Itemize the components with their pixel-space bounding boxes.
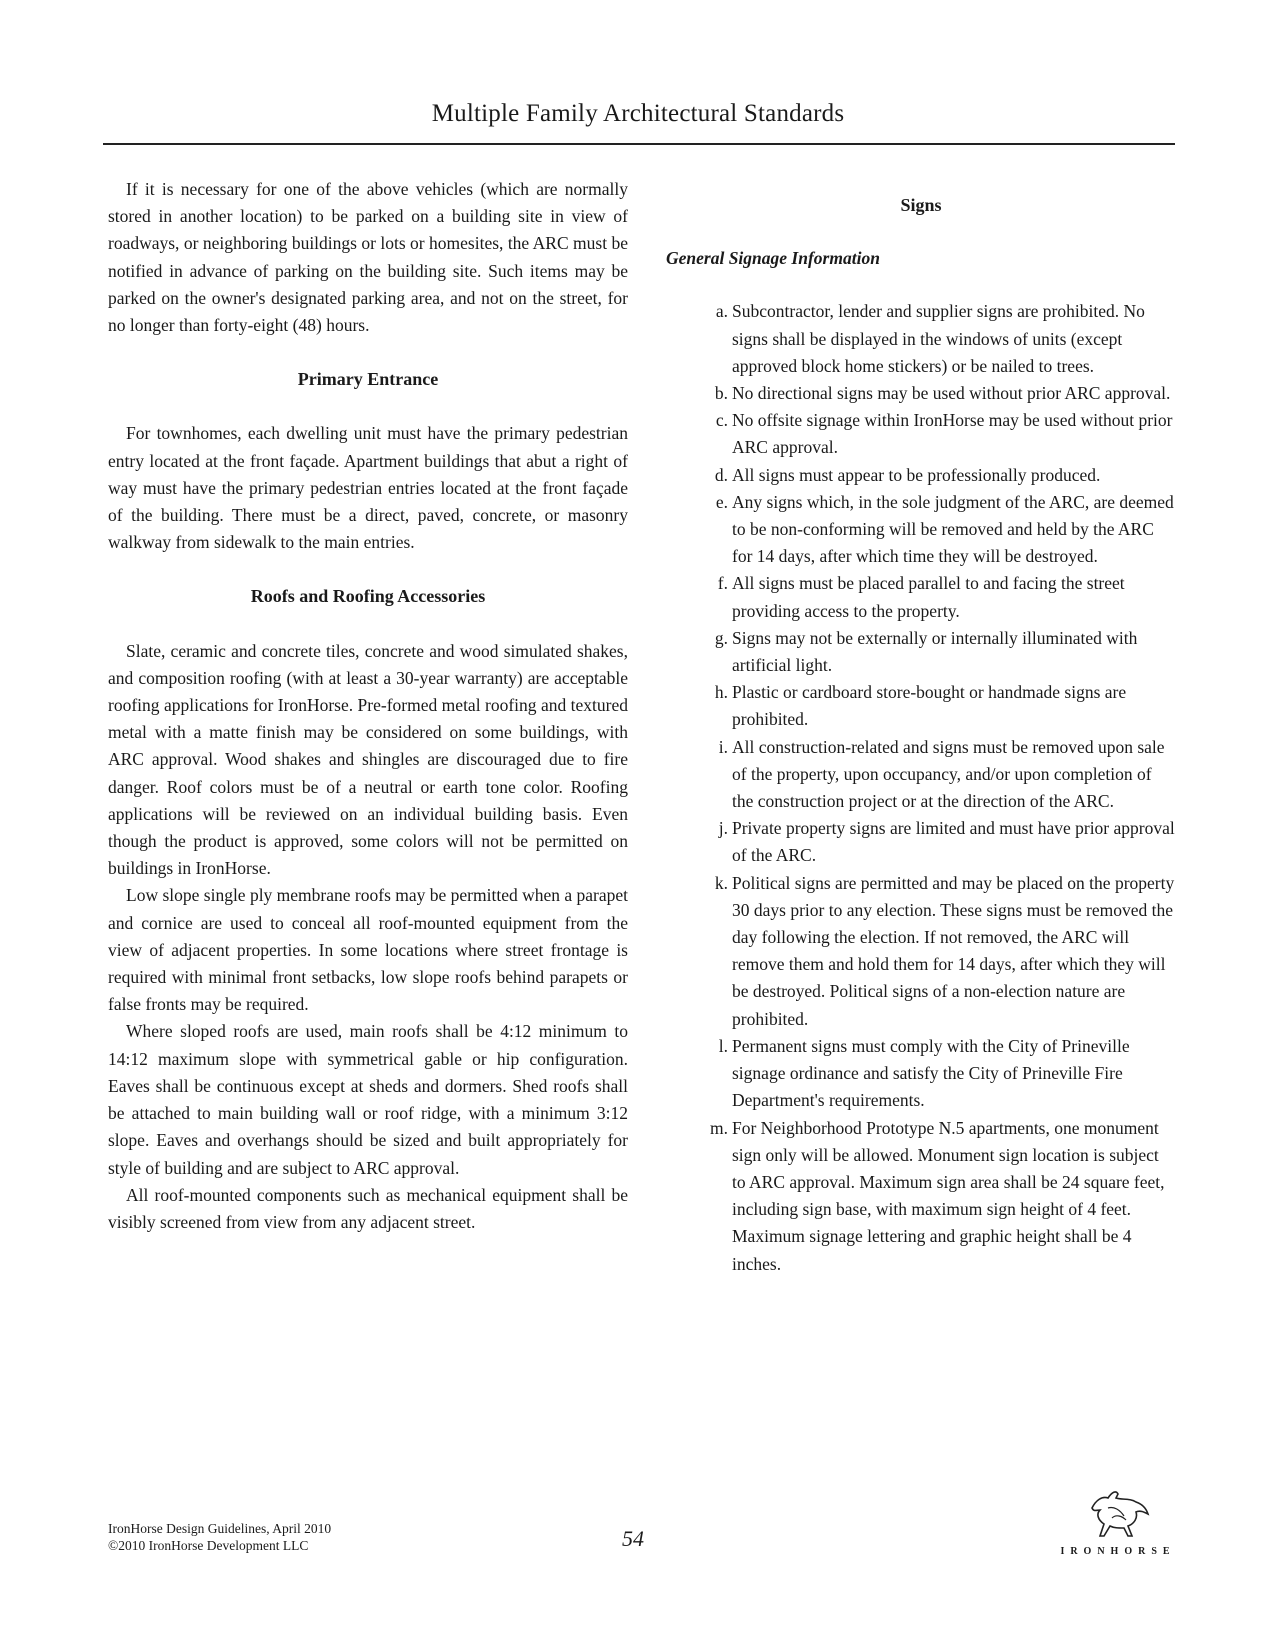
list-item-text: Signs may not be externally or internally illuminated with artificial light. — [732, 627, 1138, 676]
list-item — [706, 570, 1176, 624]
logo-wordmark: IRONHORSE — [1060, 1546, 1176, 1557]
general-signage-subheading: General Signage Information — [666, 248, 880, 269]
list-marker: j. — [718, 818, 728, 839]
primary-entrance-heading: Primary Entrance — [297, 369, 439, 390]
list-item-text: Plastic or cardboard store-bought or handmade signs are prohibited. — [732, 682, 1127, 730]
list-item — [706, 407, 1176, 461]
list-item — [706, 679, 1176, 733]
intro-paragraph: If it is necessary for one of the above vehicles (which are normally stored in another location) to be parked on a building site in view of roadways, or neighboring buildings or lots or homesites, the ARC must be notified in advance of parking on the building site. Such items may be parked on the owner's designated parking area, and not on the street, for no longer than forty-eight (48) hours. — [108, 179, 628, 336]
roofs-paragraph: Low slope single ply membrane roofs may be permitted when a parapet and cornice are used to conceal all roof-mounted equipment from the view of adjacent properties. In some locations where street frontage is required with minimal front setbacks, low slope roofs behind parapets or false fronts may be required. — [108, 885, 628, 1015]
list-item-text: No offsite signage within IronHorse may be used without prior ARC approval. — [732, 410, 1173, 458]
list-marker: i. — [718, 736, 728, 757]
list-item-text: For Neighborhood Prototype N.5 apartments, one monument sign only will be allowed. Monument sign location is subject to ARC approval. Maximum sign area shall be 24 square feet, including sign base, with maximum sign height of 4 feet. Maximum signage lettering and graphic height shall be 4 inches. — [732, 1117, 1165, 1274]
list-marker: h. — [714, 682, 728, 703]
signage-rules-list — [666, 298, 1176, 1277]
list-item — [706, 870, 1176, 1033]
page-title: Multiple Family Architectural Standards — [431, 100, 845, 127]
footer-guidelines-line: IronHorse Design Guidelines, April 2010 — [108, 1521, 332, 1536]
list-marker: a. — [715, 301, 728, 322]
list-marker: e. — [715, 491, 728, 512]
roofs-paragraph: Where sloped roofs are used, main roofs shall be 4:12 minimum to 14:12 maximum slope with symmetrical gable or hip configuration. Eaves shall be continuous except at sheds and dormers. Shed roofs shall be attached to main building wall or roof ridge, with a minimum 3:12 slope. Eaves and overhangs should be sized and built appropriately for style of building and are subject to ARC approval. — [108, 1021, 628, 1178]
list-item — [706, 298, 1176, 380]
list-item-text: Subcontractor, lender and supplier signs are prohibited. No signs shall be displayed in the windows of units (except approved block home stickers) or be nailed to trees. — [732, 301, 1145, 376]
list-marker: l. — [718, 1035, 728, 1056]
list-item — [706, 380, 1176, 407]
list-item-text: All signs must appear to be professionally produced. — [732, 464, 1101, 485]
list-marker: f. — [717, 573, 728, 594]
list-marker: g. — [714, 627, 728, 648]
list-item — [706, 1115, 1176, 1278]
roofs-paragraph: All roof-mounted components such as mechanical equipment shall be visibly screened from view from any adjacent street. — [108, 1184, 628, 1232]
list-item — [706, 489, 1176, 571]
ironhorse-logo — [1058, 1488, 1178, 1557]
list-item-text: All signs must be placed parallel to and facing the street providing access to the property. — [732, 573, 1125, 621]
signs-heading: Signs — [900, 195, 942, 215]
header-divider — [103, 143, 1175, 145]
list-marker: c. — [715, 410, 728, 431]
left-column — [108, 176, 628, 1236]
list-item-text: Private property signs are limited and must have prior approval of the ARC. — [732, 818, 1175, 866]
page-number: 54 — [622, 1526, 644, 1551]
list-item-text: No directional signs may be used without prior ARC approval. — [732, 383, 1171, 404]
list-item — [706, 625, 1176, 679]
list-item — [706, 815, 1176, 869]
list-item-text: All construction-related and signs must be removed upon sale of the property, upon occupancy, and/or upon completion of the construction project or at the direction of the ARC. — [732, 736, 1165, 812]
list-marker: d. — [714, 464, 728, 485]
list-item-text: Any signs which, in the sole judgment of the ARC, are deemed to be non-conforming will be removed and held by the ARC for 14 days, after which time they will be destroyed. — [732, 491, 1174, 567]
list-item — [706, 1033, 1176, 1115]
right-column — [666, 176, 1176, 1278]
roofs-paragraph: Slate, ceramic and concrete tiles, concrete and wood simulated shakes, and composition roofing (with at least a 30-year warranty) are acceptable roofing applications for IronHorse. Pre-formed metal roofing and textured metal with a matte finish may be considered on some buildings, with ARC approval. Wood shakes and shingles are discouraged due to fire danger. Roof colors must be of a neutral or earth tone color. Roofing applications will be reviewed on an individual building basis. Even though the product is approved, some colors will not be permitted on buildings in IronHorse. — [108, 640, 628, 879]
list-marker: b. — [714, 383, 728, 404]
primary-entrance-paragraph: For townhomes, each dwelling unit must have the primary pedestrian entry located at the front façade. Apartment buildings that abut a right of way must have the primary pedestrian entries located at the front façade of the building. There must be a direct, paved, concrete, or masonry walkway from sidewalk to the main entries. — [108, 423, 628, 553]
roofs-heading: Roofs and Roofing Accessories — [250, 586, 486, 607]
footer-copyright-line: ©2010 IronHorse Development LLC — [108, 1538, 309, 1553]
list-marker: m. — [710, 1117, 728, 1138]
list-item — [706, 734, 1176, 816]
list-marker: k. — [714, 872, 728, 893]
list-item — [706, 462, 1176, 489]
list-item-text: Permanent signs must comply with the City of Prineville signage ordinance and satisfy the City of Prineville Fire Department's requirements. — [732, 1035, 1130, 1111]
horse-logo-icon — [1086, 1488, 1150, 1540]
list-item-text: Political signs are permitted and may be placed on the property 30 days prior to any election. These signs must be removed the day following the election. If not removed, the ARC will remove them and hold them for 14 days, after which they will be destroyed. Political signs of a non-election nature are prohibited. — [732, 872, 1175, 1029]
footer-credits — [108, 1520, 331, 1554]
